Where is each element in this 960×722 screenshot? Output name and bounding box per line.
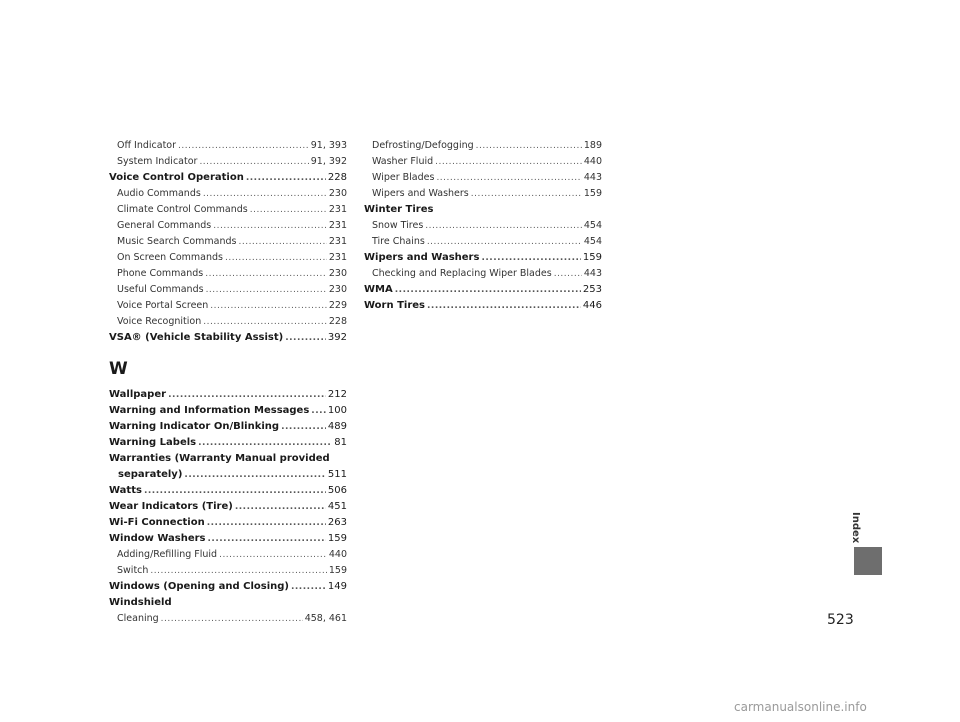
watermark-text: carmanualsonline.info: [734, 700, 867, 714]
leader-dots: [150, 563, 326, 579]
index-entry-label: System Indicator: [117, 156, 198, 167]
index-entry-label: Wipers and Washers: [372, 188, 469, 199]
index-entry-label: Warning and Information Messages: [109, 405, 310, 416]
index-entry-label: Wear Indicators (Tire): [109, 501, 233, 512]
index-entry-page: 230: [328, 268, 347, 279]
index-heading-winter-tires: Winter Tires: [364, 204, 434, 215]
index-entry-warranties: [109, 467, 347, 483]
index-entry-label: Wiper Blades: [372, 172, 435, 183]
index-entry: [364, 282, 602, 298]
index-entry-page: 454: [583, 220, 602, 231]
index-entry: [364, 298, 602, 314]
index-group-w-b: [109, 483, 347, 595]
index-entry-label: Tire Chains: [372, 236, 425, 247]
leader-dots: [285, 330, 326, 346]
index-entry: [364, 250, 602, 266]
index-group-w-a: [109, 387, 347, 451]
leader-dots: [311, 403, 326, 419]
index-entry: [109, 314, 347, 330]
index-entry-label: Voice Portal Screen: [117, 300, 209, 311]
leader-dots: [207, 515, 326, 531]
index-entry-page: 212: [327, 389, 347, 400]
index-entry: [109, 387, 347, 403]
leader-dots: [246, 170, 326, 186]
index-entry: [109, 531, 347, 547]
index-entry-page: 440: [583, 156, 602, 167]
index-entry-page: 511: [327, 469, 347, 480]
index-entry-label: Voice Control Operation: [109, 172, 244, 183]
index-entry-page: 230: [328, 284, 347, 295]
index-entry-label: On Screen Commands: [117, 252, 223, 263]
index-entry-windshield-cleaning: [109, 611, 347, 627]
leader-dots: [554, 266, 582, 282]
index-group-v-continued: [109, 138, 347, 346]
index-entry-page: 159: [582, 252, 602, 263]
leader-dots: [425, 218, 582, 234]
index-entry: [109, 499, 347, 515]
index-entry-label: VSA® (Vehicle Stability Assist): [109, 332, 284, 343]
index-entry-label: Audio Commands: [117, 188, 201, 199]
index-entry-label: Warning Indicator On/Blinking: [109, 421, 280, 432]
index-entry: [109, 186, 347, 202]
index-tab-marker[interactable]: [854, 547, 882, 575]
leader-dots: [225, 250, 327, 266]
leader-dots: [481, 250, 580, 266]
index-entry-label: General Commands: [117, 220, 212, 231]
index-entry-label: Worn Tires: [364, 300, 425, 311]
leader-dots: [206, 282, 327, 298]
leader-dots: [178, 138, 309, 154]
index-entry: [109, 563, 347, 579]
leader-dots: [427, 298, 581, 314]
leader-dots: [207, 531, 325, 547]
leader-dots: [435, 154, 582, 170]
index-entry-label: Switch: [117, 565, 149, 576]
index-entry: [364, 154, 602, 170]
index-entry: [109, 515, 347, 531]
index-entry: [364, 170, 602, 186]
index-entry: [364, 234, 602, 250]
index-group-wiper-sub: [364, 138, 602, 202]
index-entry-page: 91, 393: [310, 140, 347, 151]
index-entry-label: Windows (Opening and Closing): [109, 581, 289, 592]
index-entry-page: 229: [328, 300, 347, 311]
index-entry-label: Warning Labels: [109, 437, 197, 448]
index-entry-page: 231: [328, 236, 347, 247]
index-group-winter: [364, 218, 602, 314]
index-entry: [109, 138, 347, 154]
index-entry-page: 446: [582, 300, 602, 311]
index-entry: [109, 483, 347, 499]
leader-dots: [203, 314, 327, 330]
index-entry-label: Cleaning: [117, 613, 159, 624]
index-entry-page: 159: [328, 565, 347, 576]
index-entry: [109, 250, 347, 266]
index-entry-page: 230: [328, 188, 347, 199]
index-entry: [364, 218, 602, 234]
index-entry-page: 440: [328, 549, 347, 560]
leader-dots: [436, 170, 581, 186]
index-entry-label: Climate Control Commands: [117, 204, 248, 215]
leader-dots: [281, 419, 326, 435]
index-entry: [109, 330, 347, 346]
index-entry: [109, 282, 347, 298]
index-entry: [109, 218, 347, 234]
index-entry-label: Snow Tires: [372, 220, 424, 231]
index-entry-page: 231: [328, 204, 347, 215]
index-entry: [109, 170, 347, 186]
index-entry-warranties-line1: Warranties (Warranty Manual provided: [109, 453, 330, 464]
index-entry-page: 454: [583, 236, 602, 247]
leader-dots: [210, 298, 327, 314]
index-entry-page: 91, 392: [310, 156, 347, 167]
index-entry-page: 231: [328, 220, 347, 231]
leader-dots: [427, 234, 582, 250]
index-entry-page: 149: [327, 581, 347, 592]
leader-dots: [144, 483, 326, 499]
leader-dots: [184, 467, 326, 483]
index-entry-page: 392: [327, 332, 347, 343]
index-entry-page: 489: [327, 421, 347, 432]
page-number: 523: [827, 612, 854, 628]
index-entry: [109, 234, 347, 250]
index-entry-page: 100: [327, 405, 347, 416]
index-entry-label: Wi-Fi Connection: [109, 517, 205, 528]
index-column-left: [109, 138, 347, 627]
index-column-right: [364, 138, 602, 314]
index-entry: [109, 403, 347, 419]
index-entry: [109, 435, 347, 451]
index-entry-label: Window Washers: [109, 533, 206, 544]
index-entry-page: 506: [327, 485, 347, 496]
index-entry-page: 458, 461: [304, 613, 347, 624]
index-entry-page: 263: [327, 517, 347, 528]
index-entry-page: 189: [583, 140, 602, 151]
index-entry-page: 443: [583, 268, 602, 279]
index-entry: [109, 266, 347, 282]
leader-dots: [291, 579, 326, 595]
index-entry-label: Voice Recognition: [117, 316, 202, 327]
leader-dots: [161, 611, 303, 627]
index-entry-label: Adding/Refilling Fluid: [117, 549, 218, 560]
index-section-label: Index: [850, 512, 861, 544]
leader-dots: [235, 499, 326, 515]
index-entry: [109, 298, 347, 314]
index-entry: [364, 138, 602, 154]
index-entry-label: Defrosting/Defogging: [372, 140, 474, 151]
index-entry-label: Watts: [109, 485, 142, 496]
index-entry-label: Phone Commands: [117, 268, 204, 279]
index-entry-label: WMA: [364, 284, 393, 295]
index-entry: [109, 154, 347, 170]
index-entry-label: Wipers and Washers: [364, 252, 480, 263]
index-entry-label: Useful Commands: [117, 284, 204, 295]
index-entry-page: 81: [334, 437, 347, 448]
index-entry: [109, 419, 347, 435]
index-entry-page: 443: [583, 172, 602, 183]
index-entry: [364, 186, 602, 202]
index-entry: [109, 547, 347, 563]
index-entry-label: Wallpaper: [109, 389, 167, 400]
index-entry-page: 159: [583, 188, 602, 199]
leader-dots: [250, 202, 327, 218]
index-entry-label: Off Indicator: [117, 140, 177, 151]
leader-dots: [168, 387, 326, 403]
index-entry: [364, 266, 602, 282]
leader-dots: [471, 186, 582, 202]
index-entry-label: Music Search Commands: [117, 236, 237, 247]
leader-dots: [203, 186, 327, 202]
index-entry-page: 451: [327, 501, 347, 512]
leader-dots: [198, 435, 332, 451]
leader-dots: [199, 154, 308, 170]
leader-dots: [213, 218, 327, 234]
index-letter-heading: W: [109, 359, 128, 379]
leader-dots: [238, 234, 326, 250]
index-heading-windshield: Windshield: [109, 597, 172, 608]
index-entry: [109, 579, 347, 595]
index-entry-page: 231: [328, 252, 347, 263]
leader-dots: [395, 282, 581, 298]
leader-dots: [205, 266, 327, 282]
index-entry-label: Checking and Replacing Wiper Blades: [372, 268, 552, 279]
index-entry-page: 228: [327, 172, 347, 183]
leader-dots: [219, 547, 327, 563]
index-entry: [109, 202, 347, 218]
index-entry-label: Washer Fluid: [372, 156, 434, 167]
index-entry-page: 253: [582, 284, 602, 295]
leader-dots: [476, 138, 582, 154]
index-entry-page: 228: [328, 316, 347, 327]
index-entry-page: 159: [327, 533, 347, 544]
index-entry-label: separately): [118, 469, 183, 480]
